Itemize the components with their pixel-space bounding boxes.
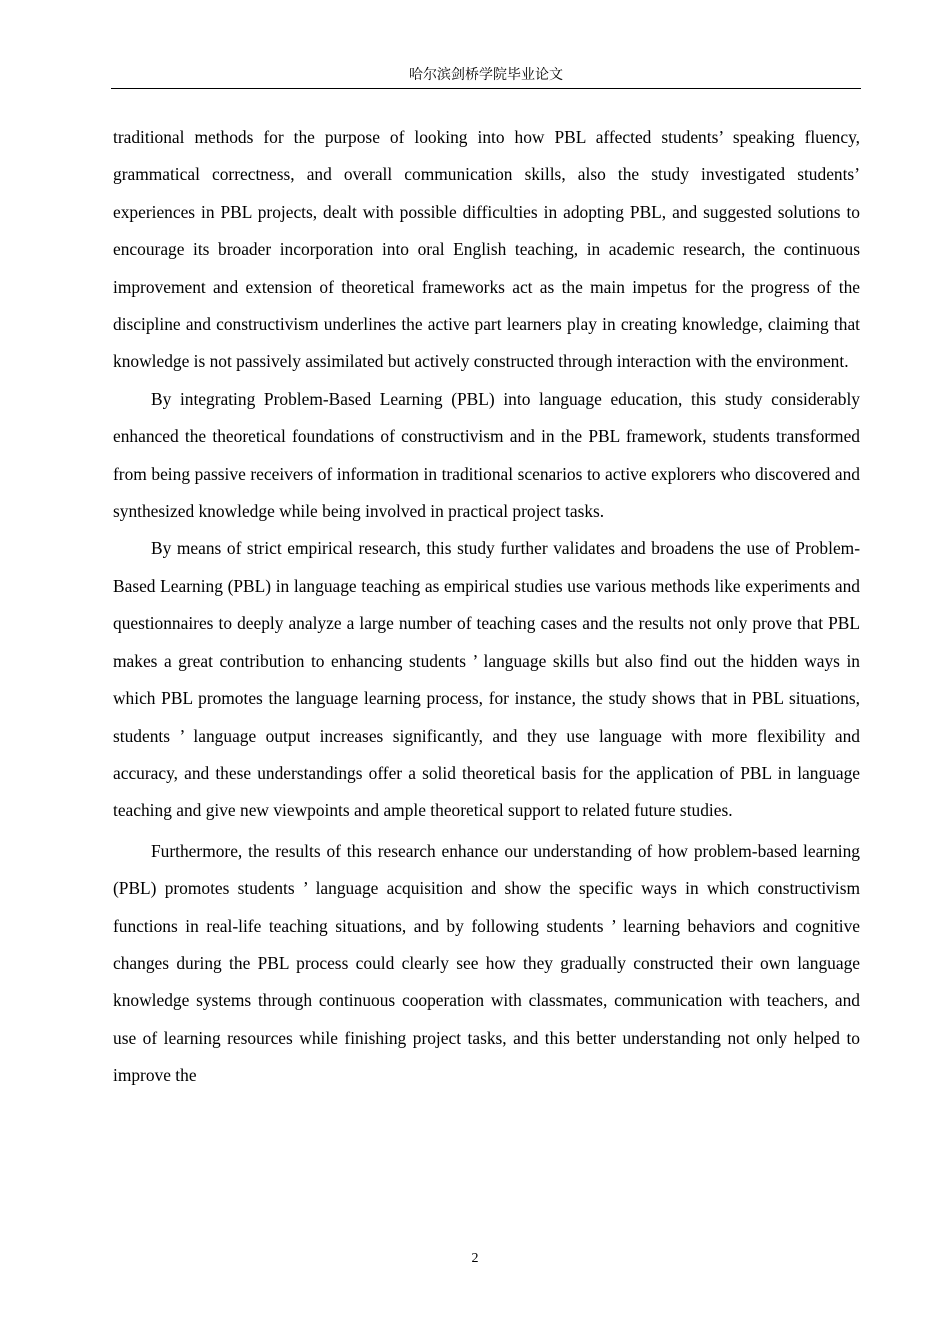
page-header (111, 64, 861, 89)
header-title: 哈尔滨剑桥学院毕业论文 (409, 67, 563, 83)
paragraph-pbl-integration: By integrating Problem-Based Learning (PBL) into language education, this study considerably enhanced the theoretical foundations of constructivism and in the PBL framework, students transformed from being passive receivers of information in traditional scenarios to active explorers who discovered and synthesized knowledge while being involved in practical project tasks. (113, 388, 860, 522)
paragraph-empirical-research: By means of strict empirical research, this study further validates and broadens the use of Problem-Based Learning (PBL) in language teaching as empirical studies use various methods like experiments and questionnaires to deeply analyze a large number of teaching cases and the results not only prove that PBL makes a great contribution to enhancing students ’ language skills but also find out the hidden ways in which PBL promotes the language learning process, for instance, the study shows that in PBL situations, students ’ language output increases significantly, and they use language with more flexibility and accuracy, and these understandings offer a solid theoretical basis for the application of PBL in language teaching and give new viewpoints and ample theoretical support to related future studies. (113, 538, 860, 821)
paragraph-continuation: traditional methods for the purpose of looking into how PBL affected students’ speaking fluency, grammatical correctness, and overall communication skills, also the study investigated students’ experiences in PBL projects, dealt with possible difficulties in adopting PBL, and suggested solutions to encourage its broader incorporation into oral English teaching, in academic research, the continuous improvement and extension of theoretical frameworks act as the main impetus for the progress of the discipline and constructivism underlines the active part learners play in creating knowledge, claiming that knowledge is not passively assimilated but actively constructed through interaction with the environment. (113, 127, 860, 372)
page-number: 2 (471, 1251, 479, 1266)
document-body (113, 119, 860, 1095)
paragraph-furthermore: Furthermore, the results of this research enhance our understanding of how problem-based learning (PBL) promotes students ’ language acquisition and show the specific ways in which constructivism functions in real-life teaching situations, and by following students ’ learning behaviors and cognitive changes during the PBL process could clearly see how they gradually constructed their own language knowledge systems through continuous cooperation with classmates, communication with teachers, and use of learning resources while finishing project tasks, and this better understanding not only helped to improve the (113, 840, 860, 1086)
